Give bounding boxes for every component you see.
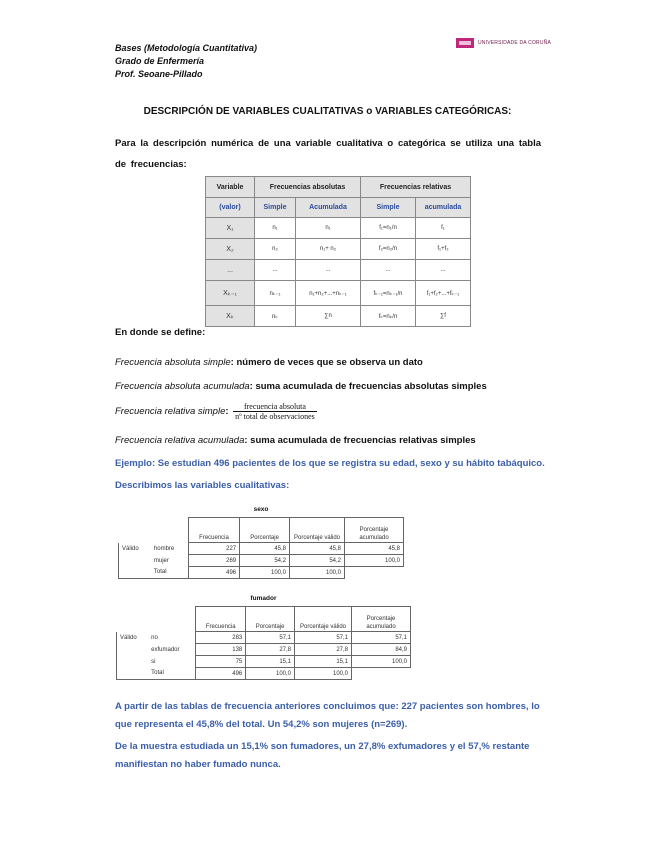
freq-header-variable: Variable — [206, 177, 255, 198]
fumador-cell — [352, 668, 411, 680]
fumador-cell: 15,1 — [246, 656, 295, 668]
sexo-cell — [345, 567, 404, 579]
sexo-cell: 100,0 — [240, 567, 290, 579]
sexo-cell: 54,2 — [290, 555, 345, 567]
fumador-cell: 100,0 — [295, 668, 352, 680]
sexo-group-label: Válido — [119, 543, 151, 555]
freq-subheader: (valor) — [206, 198, 255, 218]
freq-cell: f₂=n₂/n — [361, 239, 416, 260]
sexo-category: Total — [151, 567, 189, 579]
freq-cell: nₖ₋₁ — [255, 281, 296, 306]
fumador-cell: 496 — [196, 668, 246, 680]
fumador-cell: 100,0 — [246, 668, 295, 680]
definition-relative-simple: Frecuencia relativa simple: $\frac{\text{frecuencia absoluta}}{\text{nº total de observaciones}}$ — [115, 402, 315, 421]
definition-absolute-simple — [115, 357, 423, 368]
university-logo-icon — [456, 38, 474, 48]
definition-text: : suma acumulada de frecuencias relativas simples — [244, 435, 476, 446]
freq-cell: fₖ=nₖ/n — [361, 306, 416, 327]
sexo-cell: 269 — [188, 555, 239, 567]
freq-cell: ... — [255, 260, 296, 281]
fumador-cell: 138 — [196, 644, 246, 656]
university-logo — [456, 37, 556, 49]
sexo-header: Frecuencia — [188, 518, 239, 543]
sexo-cell: 100,0 — [345, 555, 404, 567]
definition-text: : número de veces que se observa un dato — [230, 357, 423, 368]
fumador-category: Total — [148, 668, 196, 680]
example-subline: Describimos las variables cualitativas: — [115, 480, 290, 491]
freq-cell: ... — [206, 260, 255, 281]
definition-term: Frecuencia absoluta simple — [115, 357, 231, 368]
fumador-cell: 27,8 — [246, 644, 295, 656]
fumador-header: Porcentaje válido — [295, 607, 352, 632]
freq-subheader: Simple — [361, 198, 416, 218]
definition-text: : suma acumulada de frecuencias absolutas simples — [249, 381, 487, 392]
sexo-cell: 496 — [188, 567, 239, 579]
fumador-cell: 57,1 — [352, 632, 411, 644]
fumador-cell: 75 — [196, 656, 246, 668]
sexo-category: mujer — [151, 555, 189, 567]
sexo-category: hombre — [151, 543, 189, 555]
freq-cell: f₁ — [416, 218, 471, 239]
sexo-header: Porcentaje — [240, 518, 290, 543]
freq-cell: ... — [296, 260, 361, 281]
sexo-header: Porcentaje acumulado — [345, 518, 404, 543]
freq-cell: ... — [416, 260, 471, 281]
example-line: Ejemplo: Se estudian 496 pacientes de los que se registra su edad, sexo y su hábito tabáquico. — [115, 458, 545, 469]
freq-cell: f₁+f₂ — [416, 239, 471, 260]
sexo-cell: 45,8 — [290, 543, 345, 555]
conclusion-paragraph-1: A partir de las tablas de frecuencia anteriores concluimos que: 227 pacientes son hombres, lo que representa el 45,8% del total. Un 54,2% son mujeres (n=269). — [115, 701, 540, 730]
definition-relative-cumulative — [115, 435, 476, 446]
freq-cell: f₁=n₁/n — [361, 218, 416, 239]
freq-cell: n₂ — [255, 239, 296, 260]
relative-frequency-fraction — [233, 402, 317, 421]
intro-paragraph: Para la descripción numérica de una variable cualitativa o categórica se utiliza una tabla de frecuencias: — [115, 138, 541, 170]
freq-header-absolute: Frecuencias absolutas — [255, 177, 361, 198]
sexo-cell: 227 — [188, 543, 239, 555]
freq-cell: nₖ — [255, 306, 296, 327]
sexo-table-title: sexo — [253, 506, 269, 513]
sexo-cell: 45,8 — [240, 543, 290, 555]
sexo-header: Porcentaje válido — [290, 518, 345, 543]
sexo-cell: 54,2 — [240, 555, 290, 567]
fumador-cell: 57,1 — [295, 632, 352, 644]
fumador-header: Frecuencia — [196, 607, 246, 632]
freq-cell: Xₖ₋₁ — [206, 281, 255, 306]
freq-header-relative: Frecuencias relativas — [361, 177, 471, 198]
sexo-cell: 45,8 — [345, 543, 404, 555]
fumador-category: no — [148, 632, 196, 644]
definition-absolute-cumulative — [115, 381, 487, 392]
freq-cell: n₁+n₂+...+nₖ₋₁ — [296, 281, 361, 306]
definition-term: Frecuencia absoluta acumulada — [115, 381, 250, 392]
freq-cell: X₁ — [206, 218, 255, 239]
fumador-category: exfumador — [148, 644, 196, 656]
freq-cell: ∑f — [416, 306, 471, 327]
freq-cell: ... — [361, 260, 416, 281]
freq-cell: fₖ₋₁=nₖ₋₁/n — [361, 281, 416, 306]
freq-cell: n₁ — [255, 218, 296, 239]
fumador-table — [116, 606, 411, 680]
fumador-cell: 15,1 — [295, 656, 352, 668]
fumador-category: si — [148, 656, 196, 668]
fumador-cell: 84,9 — [352, 644, 411, 656]
frequency-table — [205, 176, 471, 327]
definition-term: Frecuencia relativa simple — [115, 406, 226, 418]
fumador-group-label: Válido — [117, 632, 149, 644]
page-title: DESCRIPCIÓN DE VARIABLES CUALITATIVAS o VARIABLES CATEGÓRICAS: — [143, 106, 512, 117]
freq-cell: ∑n — [296, 306, 361, 327]
freq-subheader: Simple — [255, 198, 296, 218]
freq-subheader: acumulada — [416, 198, 471, 218]
fumador-header: Porcentaje acumulado — [352, 607, 411, 632]
fraction-numerator: frecuencia absoluta — [233, 402, 317, 412]
sexo-cell: 100,0 — [290, 567, 345, 579]
fumador-cell: 100,0 — [352, 656, 411, 668]
fraction-denominator: nº total de observaciones — [235, 412, 315, 421]
freq-subheader: Acumulada — [296, 198, 361, 218]
fumador-cell: 27,8 — [295, 644, 352, 656]
sexo-table — [118, 517, 404, 579]
freq-cell: X₂ — [206, 239, 255, 260]
definitions-heading: En donde se define: — [115, 327, 206, 338]
fumador-cell: 57,1 — [246, 632, 295, 644]
professor-name: Prof. Seoane-Pillado — [115, 69, 203, 79]
freq-cell: Xₖ — [206, 306, 255, 327]
freq-cell: n₁ — [296, 218, 361, 239]
fumador-table-title: fumador — [250, 595, 277, 602]
degree-name: Grado de Enfermería — [115, 56, 205, 66]
fumador-header: Porcentaje — [246, 607, 295, 632]
document-header — [115, 42, 257, 81]
definition-term: Frecuencia relativa acumulada — [115, 435, 245, 446]
conclusion-paragraph-2: De la muestra estudiada un 15,1% son fumadores, un 27,8% exfumadores y el 57,% restante manifiestan no haber fumado nunca. — [115, 741, 530, 770]
fumador-cell: 283 — [196, 632, 246, 644]
course-title: Bases (Metodología Cuantitativa) — [115, 43, 258, 53]
freq-cell: f₁+f₂+...+fₖ₋₁ — [416, 281, 471, 306]
freq-cell: n₁+ n₂ — [296, 239, 361, 260]
university-logo-text: UNIVERSIDADE DA CORUÑA — [478, 40, 552, 46]
